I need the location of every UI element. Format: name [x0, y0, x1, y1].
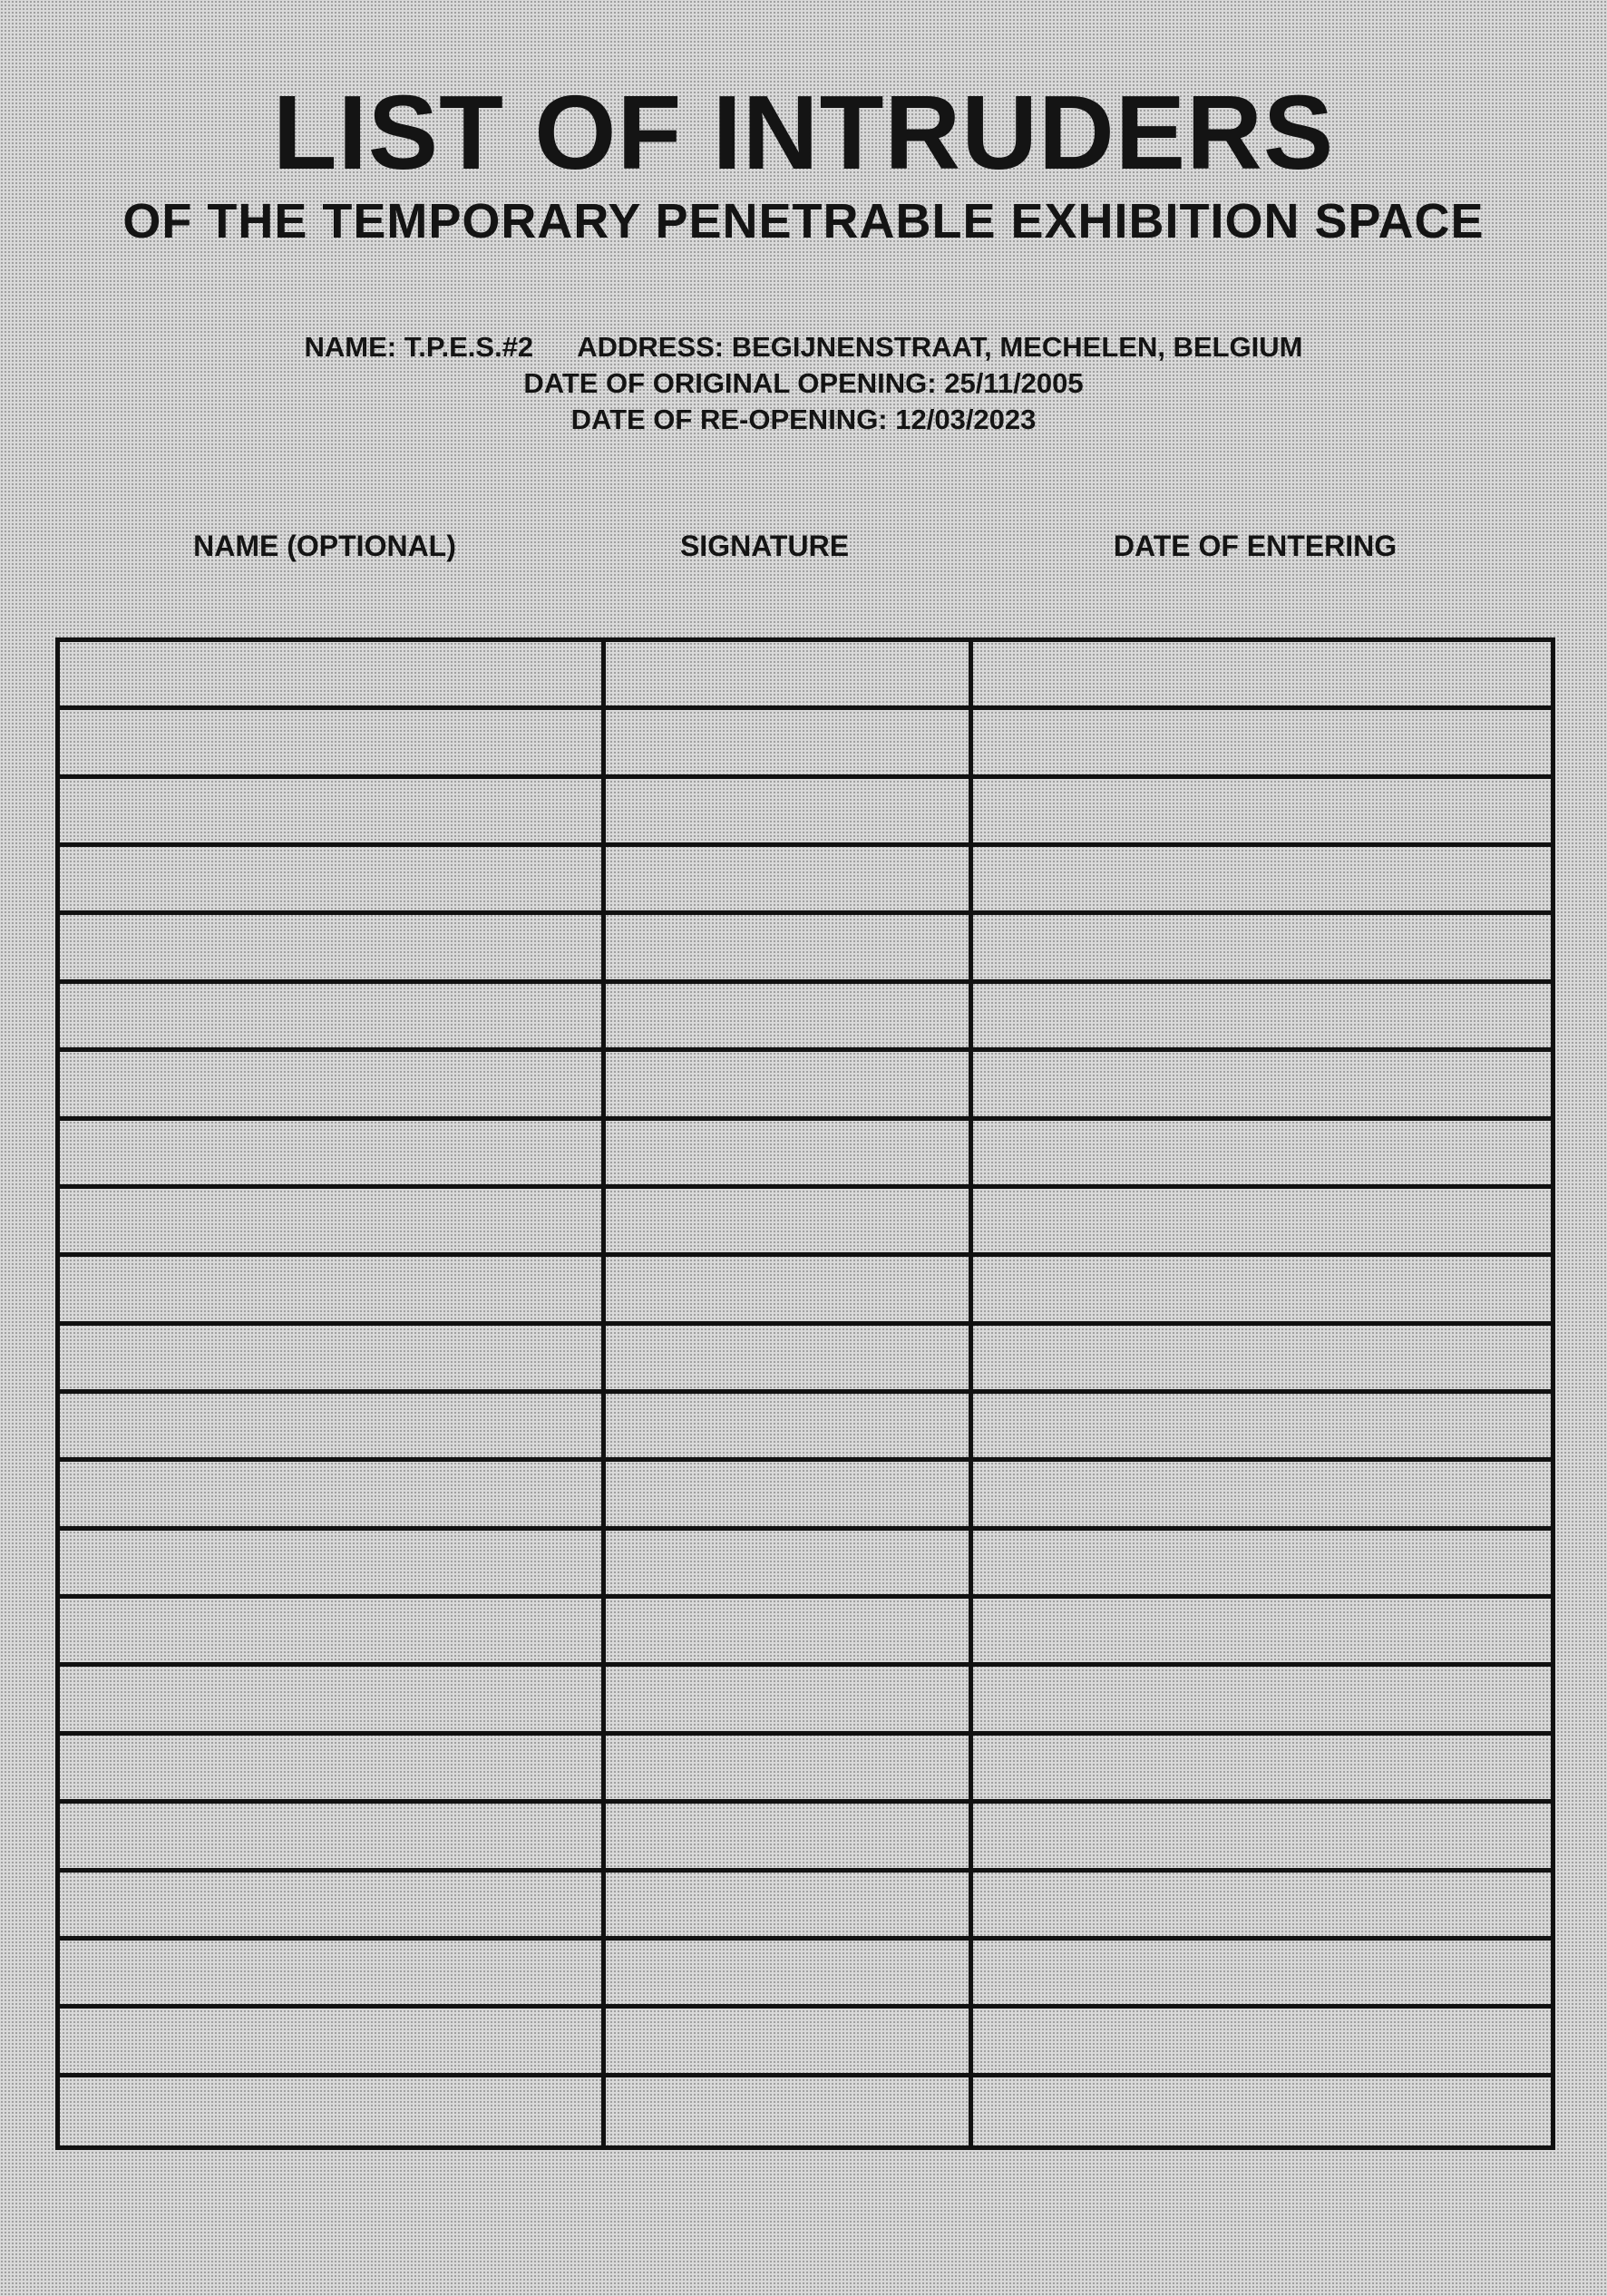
- date-cell: [973, 1736, 1551, 1804]
- date-cell: [973, 847, 1551, 915]
- date-cell: [973, 915, 1551, 983]
- signature-cell: [606, 984, 973, 1052]
- name-cell: [60, 1531, 606, 1599]
- signature-cell: [606, 642, 973, 710]
- column-header-name: NAME (OPTIONAL): [193, 530, 456, 562]
- info-line-name-address: [0, 329, 1607, 365]
- date-cell: [973, 2077, 1551, 2145]
- name-cell: [60, 1394, 606, 1462]
- name-cell: [60, 1804, 606, 1872]
- signature-cell: [606, 847, 973, 915]
- space-address: ADDRESS: BEGIJNENSTRAAT, MECHELEN, BELGIUM: [577, 331, 1303, 363]
- name-cell: [60, 642, 606, 710]
- date-cell: [973, 1052, 1551, 1120]
- name-cell: [60, 1667, 606, 1735]
- signature-cell: [606, 1873, 973, 1941]
- name-cell: [60, 1736, 606, 1804]
- signature-cell: [606, 1462, 973, 1530]
- name-cell: [60, 1189, 606, 1257]
- signature-cell: [606, 1599, 973, 1667]
- signature-cell: [606, 1667, 973, 1735]
- signature-cell: [606, 2077, 973, 2145]
- name-cell: [60, 847, 606, 915]
- signature-cell: [606, 2009, 973, 2077]
- intruders-table: [55, 637, 1555, 2150]
- name-cell: [60, 1257, 606, 1325]
- date-cell: [973, 710, 1551, 778]
- date-cell: [973, 1189, 1551, 1257]
- name-cell: [60, 2009, 606, 2077]
- signature-cell: [606, 1531, 973, 1599]
- name-cell: [60, 1052, 606, 1120]
- date-cell: [973, 642, 1551, 710]
- name-cell: [60, 1873, 606, 1941]
- column-header-date: DATE OF ENTERING: [1113, 530, 1398, 562]
- column-header-signature: SIGNATURE: [679, 530, 850, 562]
- date-cell: [973, 1257, 1551, 1325]
- date-cell: [973, 1941, 1551, 2009]
- name-cell: [60, 915, 606, 983]
- signature-cell: [606, 1804, 973, 1872]
- signature-cell: [606, 1257, 973, 1325]
- date-cell: [973, 1804, 1551, 1872]
- signature-cell: [606, 1394, 973, 1462]
- date-cell: [973, 1394, 1551, 1462]
- date-cell: [973, 1462, 1551, 1530]
- page-subtitle: OF THE TEMPORARY PENETRABLE EXHIBITION SPACE: [122, 194, 1485, 248]
- date-cell: [973, 2009, 1551, 2077]
- signature-cell: [606, 915, 973, 983]
- space-name: NAME: T.P.E.S.#2: [304, 331, 534, 363]
- name-cell: [60, 1121, 606, 1189]
- name-cell: [60, 1326, 606, 1394]
- signature-cell: [606, 1052, 973, 1120]
- name-cell: [60, 2077, 606, 2145]
- name-cell: [60, 779, 606, 847]
- name-cell: [60, 1462, 606, 1530]
- date-cell: [973, 1599, 1551, 1667]
- signature-cell: [606, 1189, 973, 1257]
- signature-cell: [606, 710, 973, 778]
- page-title: LIST OF INTRUDERS: [272, 73, 1335, 191]
- reopening-date: DATE OF RE-OPENING: 12/03/2023: [570, 404, 1037, 435]
- signature-cell: [606, 1326, 973, 1394]
- date-cell: [973, 984, 1551, 1052]
- date-cell: [973, 779, 1551, 847]
- signature-cell: [606, 1941, 973, 2009]
- signature-cell: [606, 1736, 973, 1804]
- name-cell: [60, 984, 606, 1052]
- date-cell: [973, 1873, 1551, 1941]
- date-cell: [973, 1667, 1551, 1735]
- name-cell: [60, 710, 606, 778]
- signature-cell: [606, 779, 973, 847]
- date-cell: [973, 1531, 1551, 1599]
- date-cell: [973, 1121, 1551, 1189]
- original-opening-date: DATE OF ORIGINAL OPENING: 25/11/2005: [523, 367, 1084, 399]
- name-cell: [60, 1599, 606, 1667]
- signature-cell: [606, 1121, 973, 1189]
- date-cell: [973, 1326, 1551, 1394]
- name-cell: [60, 1941, 606, 2009]
